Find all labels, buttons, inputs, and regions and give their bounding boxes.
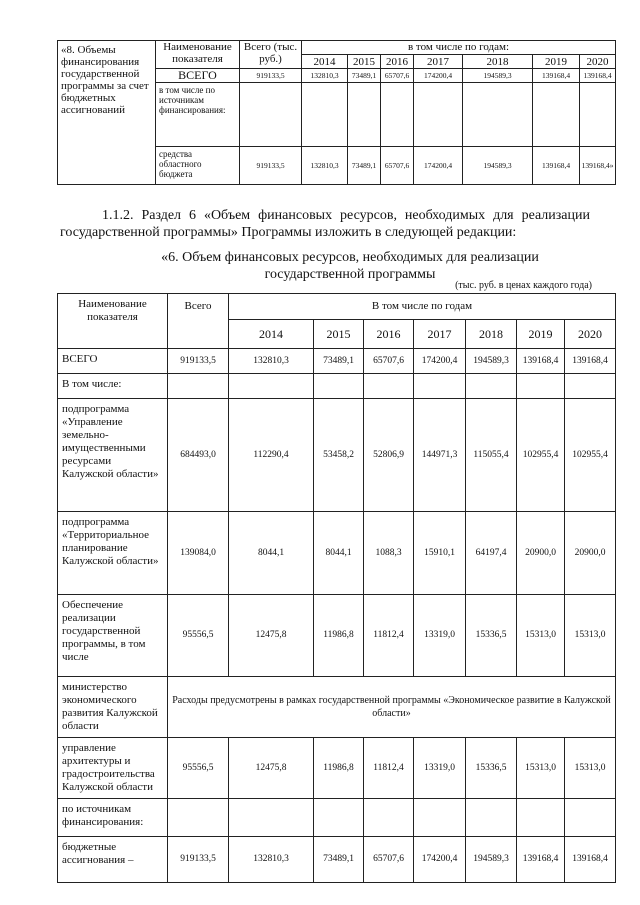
value-cell: 919133,5 <box>240 147 302 185</box>
year-header: 2018 <box>463 55 533 69</box>
value-cell <box>364 799 414 837</box>
value-cell: 73489,1 <box>348 147 381 185</box>
value-cell <box>168 374 229 399</box>
value-cell: 132810,3 <box>302 69 348 83</box>
value-cell: 73489,1 <box>314 837 364 883</box>
year-header: 2020 <box>565 320 616 349</box>
value-cell: 52806,9 <box>364 399 414 512</box>
value-cell: 15910,1 <box>414 512 466 595</box>
value-cell: 139084,0 <box>168 512 229 595</box>
year-header: 2018 <box>466 320 517 349</box>
value-cell: 95556,5 <box>168 595 229 677</box>
value-cell <box>565 374 616 399</box>
value-cell: 95556,5 <box>168 738 229 799</box>
value-cell: 919133,5 <box>168 837 229 883</box>
value-cell: 194589,3 <box>466 349 517 374</box>
table-row <box>58 374 616 399</box>
year-header: 2014 <box>302 55 348 69</box>
financial-resources-table <box>57 293 616 883</box>
value-cell: 73489,1 <box>314 349 364 374</box>
value-cell: 1088,3 <box>364 512 414 595</box>
year-header: 2019 <box>533 55 580 69</box>
value-cell <box>314 374 364 399</box>
value-cell: 15313,0 <box>565 738 616 799</box>
year-header: 2015 <box>314 320 364 349</box>
value-cell: 919133,5 <box>168 349 229 374</box>
col-name-header: Наименование показателя <box>156 41 240 69</box>
row-label: управление архитектуры и градостроительства Калужской области <box>58 738 168 799</box>
financing-volume-table <box>57 40 616 185</box>
row-label: подпрограмма «Территориальное планирование Калужской области» <box>58 512 168 595</box>
value-cell: 684493,0 <box>168 399 229 512</box>
table-row <box>58 512 616 595</box>
value-cell <box>466 799 517 837</box>
value-cell: 194589,3 <box>466 837 517 883</box>
value-cell: 20900,0 <box>565 512 616 595</box>
row-label: Обеспечение реализации государственной программы, в том числе <box>58 595 168 677</box>
row-sources-label: в том числе по источникам финансирования: <box>156 83 240 147</box>
table-row <box>58 677 616 738</box>
value-cell: 102955,4 <box>565 399 616 512</box>
value-cell: 139168,4 <box>533 147 580 185</box>
value-cell: 8044,1 <box>229 512 314 595</box>
value-cell: 144971,3 <box>414 399 466 512</box>
value-cell: 11986,8 <box>314 738 364 799</box>
year-header: 2016 <box>364 320 414 349</box>
row-regional-label: средства областного бюджета <box>156 147 240 185</box>
table-row <box>58 738 616 799</box>
table-row <box>58 595 616 677</box>
value-cell: 11812,4 <box>364 595 414 677</box>
value-cell: 15336,5 <box>466 738 517 799</box>
value-cell <box>517 799 565 837</box>
value-cell: 65707,6 <box>381 147 414 185</box>
value-cell: 15313,0 <box>517 738 565 799</box>
value-cell: 65707,6 <box>364 837 414 883</box>
year-header: 2019 <box>517 320 565 349</box>
unit-note: (тыс. руб. в ценах каждого года) <box>455 280 592 291</box>
section-8-label: «8. Объемы финансирования государственной программы за счет бюджетных ассигнований <box>58 41 156 185</box>
value-cell: 132810,3 <box>302 147 348 185</box>
value-cell: 13319,0 <box>414 738 466 799</box>
value-cell: 174200,4 <box>414 147 463 185</box>
amendment-paragraph: 1.1.2. Раздел 6 «Объем финансовых ресурсов, необходимых для реализации государственной программы» Программы изложить в следующей редакции: <box>60 208 590 240</box>
row-label: подпрограмма «Управление земельно-имущественными ресурсами Калужской области» <box>58 399 168 512</box>
year-header: 2016 <box>381 55 414 69</box>
value-cell: 139168,4 <box>565 349 616 374</box>
col-name-header: Наименование показателя <box>58 294 168 349</box>
value-cell: 132810,3 <box>229 837 314 883</box>
value-cell: 53458,2 <box>314 399 364 512</box>
value-cell: 12475,8 <box>229 738 314 799</box>
value-cell: 73489,1 <box>348 69 381 83</box>
value-cell: 139168,4 <box>517 349 565 374</box>
value-cell <box>364 374 414 399</box>
years-header: В том числе по годам <box>229 294 616 320</box>
value-cell: 139168,4 <box>565 837 616 883</box>
value-cell: 12475,8 <box>229 595 314 677</box>
value-cell <box>314 799 364 837</box>
table-row <box>58 399 616 512</box>
col-total-header: Всего (тыс. руб.) <box>240 41 302 69</box>
year-header: 2017 <box>414 55 463 69</box>
value-cell <box>168 799 229 837</box>
value-cell: 194589,3 <box>463 69 533 83</box>
year-header: 2020 <box>580 55 616 69</box>
value-cell: 112290,4 <box>229 399 314 512</box>
section-6-title: «6. Объем финансовых ресурсов, необходимых для реализации государственной программы <box>161 250 539 282</box>
row-label: министерство экономического развития Калужской области <box>58 677 168 738</box>
year-header: 2015 <box>348 55 381 69</box>
value-cell: 139168,4» <box>580 147 616 185</box>
value-cell: 13319,0 <box>414 595 466 677</box>
value-cell: 174200,4 <box>414 837 466 883</box>
value-cell: 15313,0 <box>517 595 565 677</box>
value-cell <box>229 799 314 837</box>
value-cell: 115055,4 <box>466 399 517 512</box>
value-cell: 102955,4 <box>517 399 565 512</box>
value-cell: 139168,4 <box>580 69 616 83</box>
value-cell <box>565 799 616 837</box>
value-cell <box>229 374 314 399</box>
value-cell: 15336,5 <box>466 595 517 677</box>
value-cell <box>414 799 466 837</box>
row-label: В том числе: <box>58 374 168 399</box>
value-cell: 15313,0 <box>565 595 616 677</box>
table-row <box>58 837 616 883</box>
col-total-header: Всего <box>168 294 229 349</box>
row-label: ВСЕГО <box>58 349 168 374</box>
value-cell: 919133,5 <box>240 69 302 83</box>
value-cell: 194589,3 <box>463 147 533 185</box>
years-header: в том числе по годам: <box>302 41 616 55</box>
value-cell: 64197,4 <box>466 512 517 595</box>
value-cell: 20900,0 <box>517 512 565 595</box>
value-cell: 11812,4 <box>364 738 414 799</box>
value-cell: 139168,4 <box>533 69 580 83</box>
value-cell: 132810,3 <box>229 349 314 374</box>
value-cell: 8044,1 <box>314 512 364 595</box>
table-row <box>58 349 616 374</box>
value-cell: 139168,4 <box>517 837 565 883</box>
value-cell: 174200,4 <box>414 349 466 374</box>
table-row <box>58 799 616 837</box>
row-label: по источникам финансирования: <box>58 799 168 837</box>
year-header: 2014 <box>229 320 314 349</box>
value-cell <box>517 374 565 399</box>
value-cell <box>414 374 466 399</box>
row-label: бюджетные ассигнования – <box>58 837 168 883</box>
row-total-label: ВСЕГО <box>156 69 240 83</box>
value-cell: 11986,8 <box>314 595 364 677</box>
value-cell <box>466 374 517 399</box>
value-cell: 174200,4 <box>414 69 463 83</box>
value-cell: 65707,6 <box>381 69 414 83</box>
value-cell: 65707,6 <box>364 349 414 374</box>
year-header: 2017 <box>414 320 466 349</box>
merged-note: Расходы предусмотрены в рамках государственной программы «Экономическое развитие в Калужской области» <box>168 677 616 738</box>
